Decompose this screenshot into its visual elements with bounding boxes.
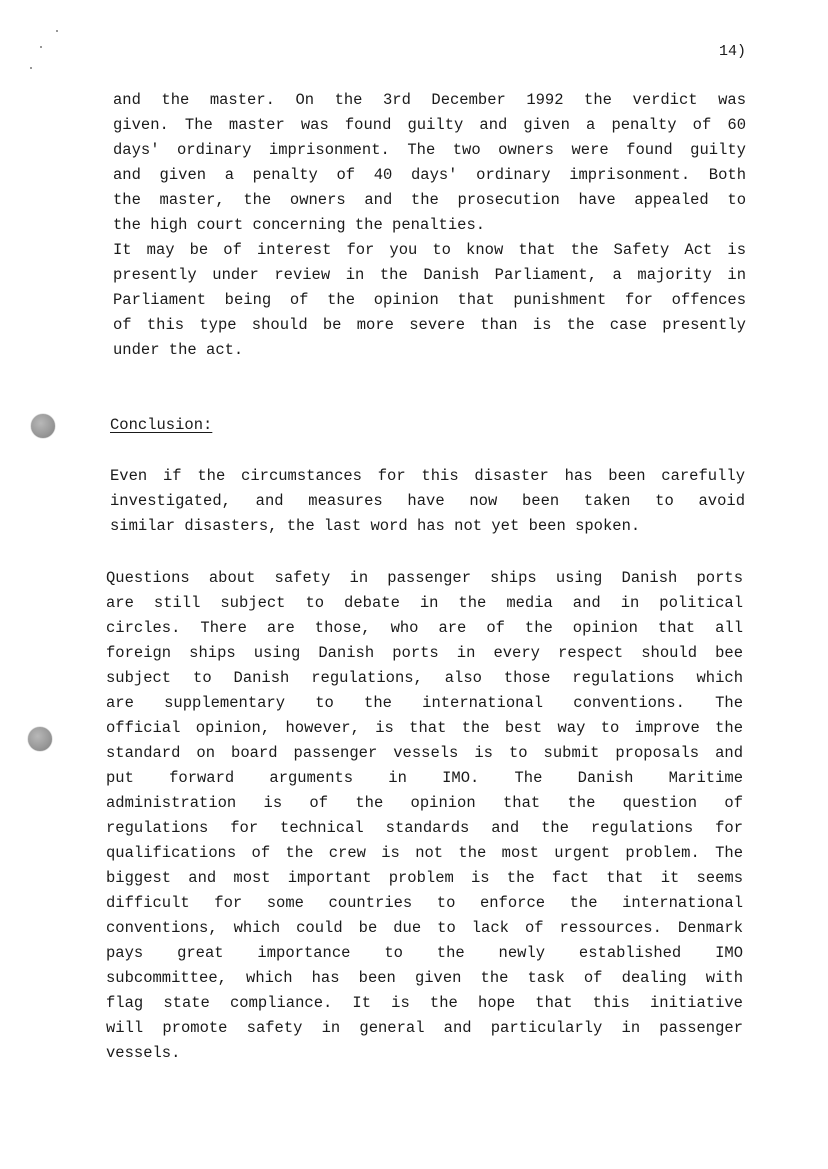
- text-line: and the master. On the 3rd December 1992 the verdict was: [113, 91, 746, 109]
- text-line: the master, the owners and the prosecution have appealed to: [113, 191, 746, 209]
- text-line: subcommittee, which has been given the task of dealing with: [106, 969, 743, 987]
- text-line: difficult for some countries to enforce the international: [106, 894, 743, 912]
- text-line: investigated, and measures have now been taken to avoid: [110, 492, 745, 510]
- text-line: days' ordinary imprisonment. The two owners were found guilty: [113, 141, 746, 159]
- text-line: subject to Danish regulations, also those regulations which: [106, 669, 743, 687]
- page-number: 14): [718, 43, 746, 60]
- text-line: qualifications of the crew is not the most urgent problem. The: [106, 844, 743, 862]
- paragraph-conclusion: [110, 464, 745, 539]
- text-line: biggest and most important problem is the fact that it seems: [106, 869, 743, 887]
- text-line: regulations for technical standards and the regulations for: [106, 819, 743, 837]
- text-line: It may be of interest for you to know that the Safety Act is: [113, 241, 746, 259]
- paragraph-verdict: [113, 88, 746, 363]
- text-line: are supplementary to the international conventions. The: [106, 694, 743, 712]
- text-line: Even if the circumstances for this disaster has been carefully: [110, 467, 745, 485]
- text-line: will promote safety in general and particularly in passenger: [106, 1019, 743, 1037]
- text-line: Parliament being of the opinion that punishment for offences: [113, 291, 746, 309]
- punch-hole: [28, 727, 52, 751]
- text-line: foreign ships using Danish ports in every respect should bee: [106, 644, 743, 662]
- text-line: standard on board passenger vessels is to submit proposals and: [106, 744, 743, 762]
- text-line: similar disasters, the last word has not yet been spoken.: [110, 517, 641, 535]
- text-line: flag state compliance. It is the hope that this initiative: [106, 994, 743, 1012]
- text-line: Questions about safety in passenger ships using Danish ports: [106, 569, 743, 587]
- text-line: pays great importance to the newly established IMO: [106, 944, 743, 962]
- text-line: are still subject to debate in the media and in political: [106, 594, 743, 612]
- scan-speck: [56, 30, 58, 32]
- text-line: given. The master was found guilty and given a penalty of 60: [113, 116, 746, 134]
- text-line: the high court concerning the penalties.: [113, 216, 486, 234]
- text-line: put forward arguments in IMO. The Danish Maritime: [106, 769, 743, 787]
- text-line: under the act.: [113, 341, 244, 359]
- text-line: of this type should be more severe than is the case presently: [113, 316, 746, 334]
- text-line: official opinion, however, is that the best way to improve the: [106, 719, 743, 737]
- text-line: presently under review in the Danish Parliament, a majority in: [113, 266, 746, 284]
- text-line: circles. There are those, who are of the opinion that all: [106, 619, 743, 637]
- text-line: administration is of the opinion that the question of: [106, 794, 743, 812]
- text-line: conventions, which could be due to lack of ressources. Denmark: [106, 919, 743, 937]
- scan-speck: [30, 67, 32, 69]
- text-line: and given a penalty of 40 days' ordinary imprisonment. Both: [113, 166, 746, 184]
- scan-speck: [40, 46, 42, 48]
- punch-hole: [31, 414, 55, 438]
- conclusion-heading: Conclusion:: [110, 416, 213, 434]
- text-line: vessels.: [106, 1044, 181, 1062]
- paragraph-safety-questions: [106, 566, 743, 1066]
